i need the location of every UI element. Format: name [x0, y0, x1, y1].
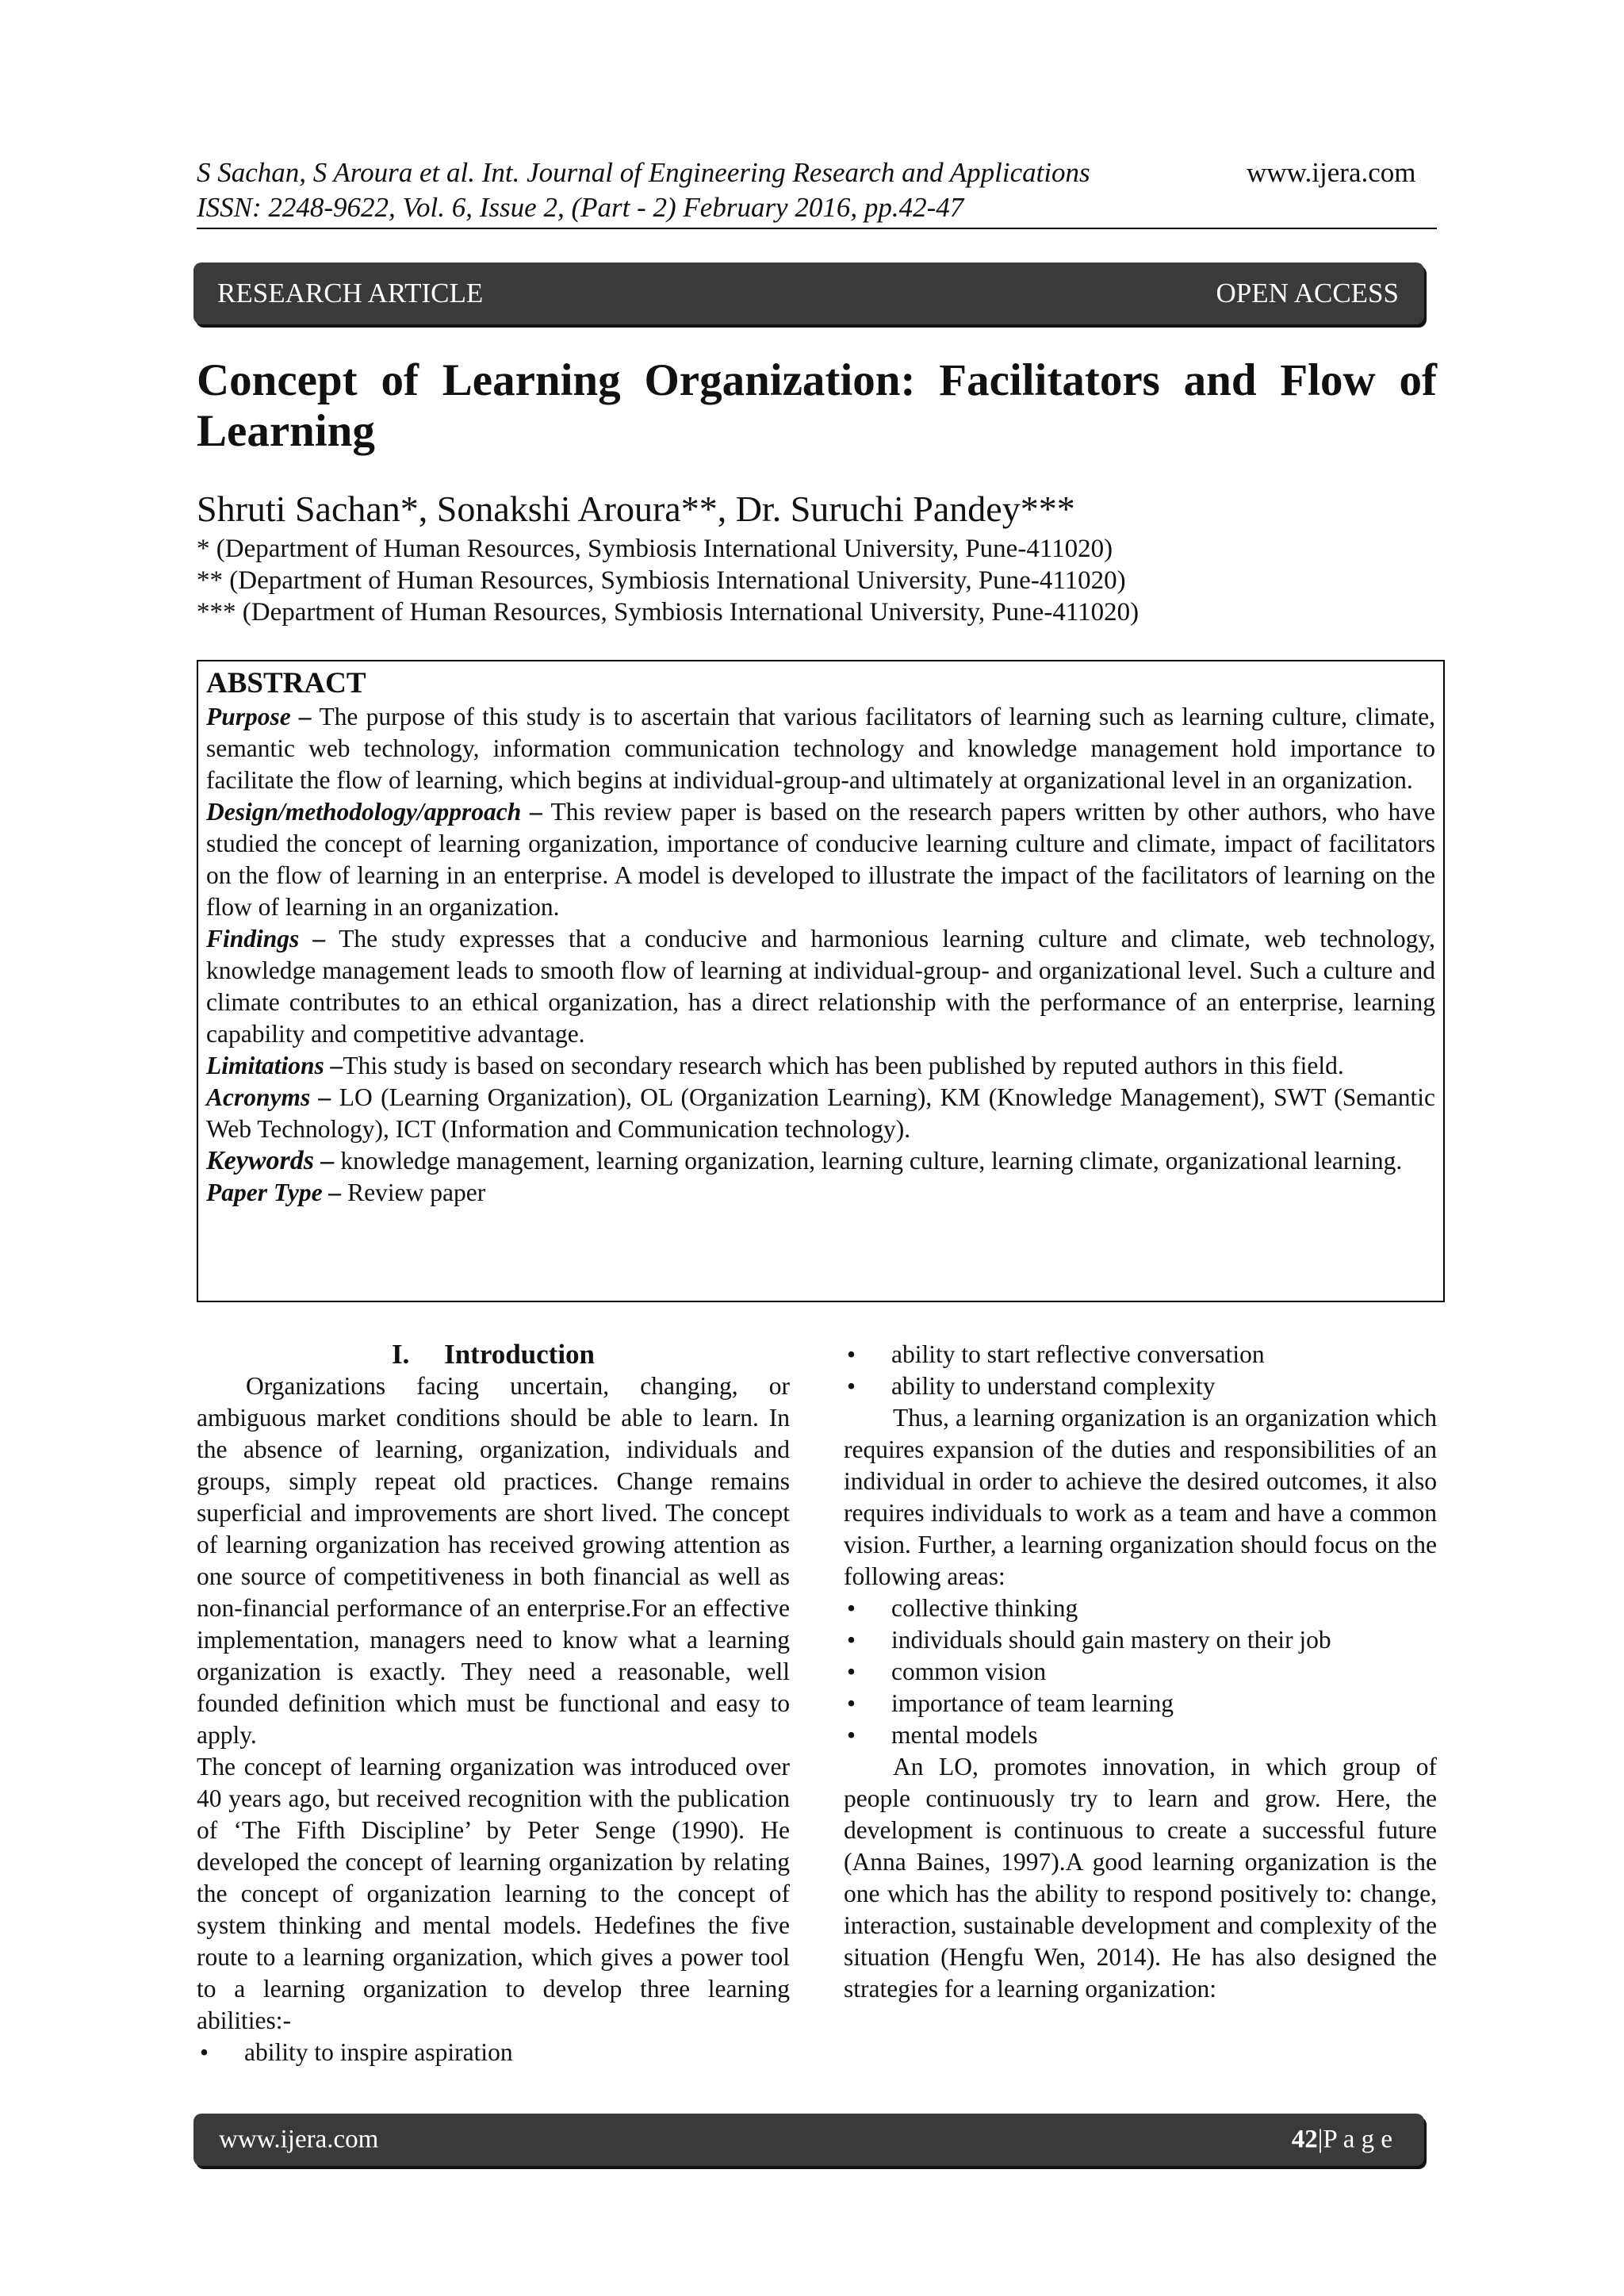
open-access-label: OPEN ACCESS [1216, 278, 1399, 309]
article-type-banner [193, 263, 1424, 324]
abstract-acronyms: Acronyms – LO (Learning Organization), OL (Organization Learning), KM (Knowledge Management), SWT (Semantic Web Technology), ICT (Information and Communication technology). [206, 1083, 1435, 1143]
list-item: • individuals should gain mastery on their job [844, 1624, 1437, 1656]
right-column [844, 1339, 1437, 2005]
list-item: • ability to understand complexity [844, 1370, 1437, 1402]
left-column [197, 1339, 790, 2068]
paper-title: Concept of Learning Organization: Facilitators and Flow of Learning [197, 355, 1437, 456]
journal-citation: S Sachan, S Aroura et al. Int. Journal of Engineering Research and Applications [197, 157, 1090, 188]
right-bullet-list-1 [844, 1339, 1437, 1402]
author-list: Shruti Sachan*, Sonakshi Aroura**, Dr. Suruchi Pandey*** [197, 489, 1075, 529]
affiliation-2: ** (Department of Human Resources, Symbiosis International University, Pune-411020) [197, 566, 1126, 595]
header-rule [197, 228, 1437, 229]
abstract-limitations: Limitations –This study is based on secondary research which has been published by reputed authors in this field. [206, 1052, 1344, 1079]
abstract-purpose: Purpose – The purpose of this study is to ascertain that various facilitators of learning such as learning culture, climate, semantic web technology, information communication technology and knowledge management hold importance to facilitate the flow of learning, which begins at individual-group-and ultimately at organizational level in an organization. [206, 703, 1435, 794]
abstract-keywords: Keywords – knowledge management, learning organization, learning culture, learning climate, organizational learning. [206, 1146, 1403, 1175]
page-label: |P a g e [1317, 2125, 1392, 2154]
page-footer [193, 2114, 1424, 2166]
abstract-paper-type: Paper Type – Review paper [206, 1179, 486, 1206]
left-bullet-list [197, 2037, 790, 2068]
list-item: • ability to start reflective conversation [844, 1339, 1437, 1370]
affiliation-3: *** (Department of Human Resources, Symbiosis International University, Pune-411020) [197, 598, 1139, 627]
abstract-heading: ABSTRACT [206, 667, 366, 700]
right-paragraph-2: An LO, promotes innovation, in which group of people continuously try to learn and grow. Here, the development is continuous to create a successful future (Anna Baines, 1997).A good learning organization is the one which has the ability to respond positively to: change, interaction, sustainable development and complexity of the situation (Hengfu Wen, 2014). He has also designed the strategies for a learning organization: [844, 1753, 1437, 2003]
abstract-design: Design/methodology/approach – This review paper is based on the research papers written by other authors, who have studied the concept of learning organization, importance of conducive learning culture and climate, impact of facilitators on the flow of learning in an enterprise. A model is developed to illustrate the impact of the facilitators of learning on the flow of learning in an organization. [206, 798, 1435, 921]
list-item: • ability to inspire aspiration [197, 2037, 790, 2068]
footer-website: www.ijera.com [219, 2125, 379, 2154]
intro-paragraph-1: Organizations facing uncertain, changing, or ambiguous market conditions should be able to learn. In the absence of learning, organization, individuals and groups, simply repeat old practices. Change remains superficial and improvements are short lived. The concept of learning organization has received growing attention as one source of competitiveness in both financial as well as non-financial performance of an enterprise.For an effective implementation, managers need to know what a learning organization is exactly. They need a reasonable, well founded definition which must be functional and easy to apply. [197, 1372, 790, 1749]
section-heading-introduction: I. Introduction [391, 1339, 596, 1370]
list-item: • mental models [844, 1719, 1437, 1751]
right-bullet-list-2 [844, 1593, 1437, 1751]
list-item: • collective thinking [844, 1593, 1437, 1624]
list-item: • common vision [844, 1656, 1437, 1688]
intro-paragraph-2: The concept of learning organization was introduced over 40 years ago, but received recognition with the publication of ‘The Fifth Discipline’ by Peter Senge (1990). He developed the concept of learning organization by relating the concept of organization learning to the concept of system thinking and mental models. Hedefines the five route to a learning organization, which gives a power tool to a learning organization to develop three learning abilities:- [197, 1753, 790, 2034]
research-article-label: RESEARCH ARTICLE [217, 278, 484, 309]
page-number: 42 [1291, 2125, 1318, 2154]
abstract-findings: Findings – The study expresses that a conducive and harmonious learning culture and climate, web technology, knowledge management leads to smooth flow of learning at individual-group- and organizational level. Such a culture and climate contributes to an ethical organization, has a direct relationship with the performance of an enterprise, learning capability and competitive advantage. [206, 925, 1435, 1048]
header-website: www.ijera.com [1247, 157, 1416, 188]
issn-line: ISSN: 2248-9622, Vol. 6, Issue 2, (Part - 2) February 2016, pp.42-47 [197, 192, 964, 223]
list-item: • importance of team learning [844, 1688, 1437, 1719]
footer-page [1292, 2125, 1392, 2155]
affiliation-1: * (Department of Human Resources, Symbiosis International University, Pune-411020) [197, 535, 1113, 563]
abstract-box [197, 660, 1445, 1302]
right-paragraph-1: Thus, a learning organization is an organization which requires expansion of the duties and responsibilities of an individual in order to achieve the desired outcomes, it also requires individuals to work as a team and have a common vision. Further, a learning organization should focus on the following areas: [844, 1404, 1437, 1590]
